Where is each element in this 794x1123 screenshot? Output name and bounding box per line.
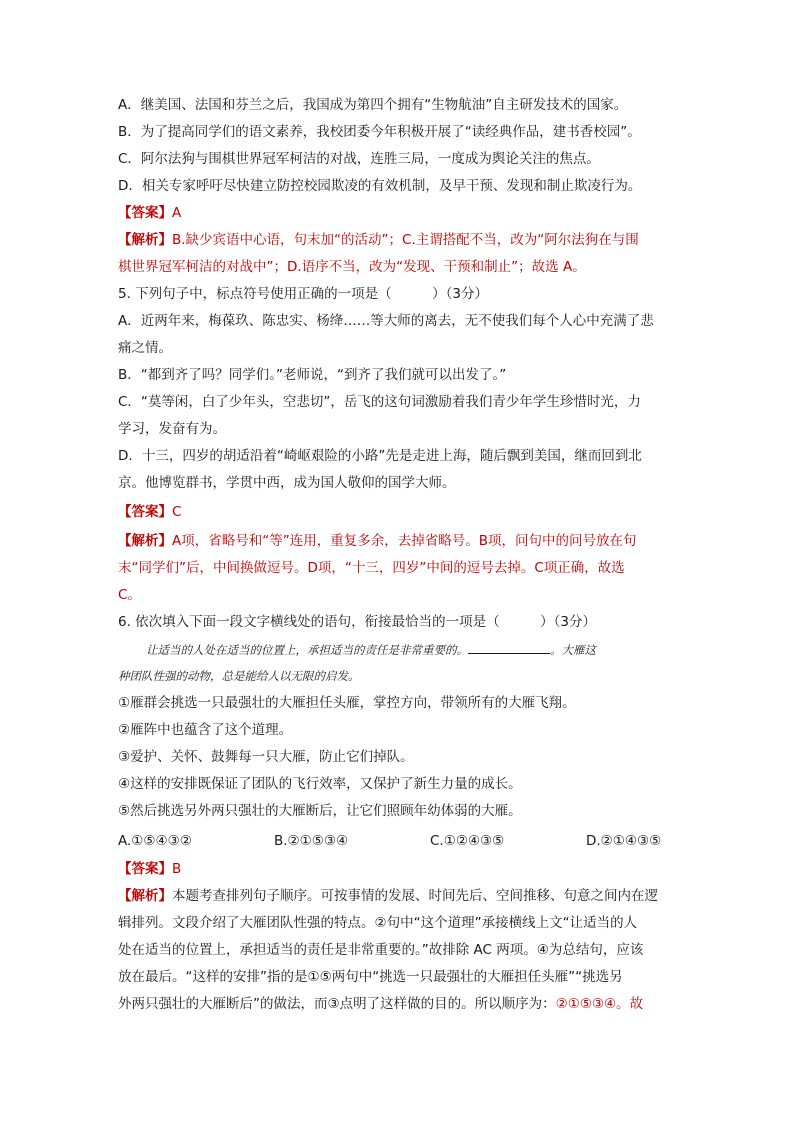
q6-choice-b: B.②①⑤③④	[274, 833, 349, 849]
q4-answer	[118, 203, 181, 223]
answer-value: B	[172, 861, 182, 877]
q4-analysis-line-2: 棋世界冠军柯洁的对战中”；D.语序不当，改为“发现、干预和制止”；故选 A。	[118, 259, 586, 275]
q6-item: ⑤然后挑选另外两只强壮的大雁断后，让它们照顾年幼体弱的大雁。	[118, 803, 522, 819]
q5-option-line: B．“都到齐了吗？同学们。”老师说，“到齐了我们就可以出发了。”	[118, 367, 507, 383]
q6-item: ②雁阵中也蕴含了这个道理。	[118, 722, 293, 738]
q4-option-c: C．阿尔法狗与围棋世界冠军柯洁的对战，连胜三局，一度成为舆论关注的焦点。	[118, 151, 600, 167]
passage-text: 。大雁这	[550, 643, 596, 657]
q5-option-line: 京。他博览群书，学贯中西，成为国人敬仰的国学大师。	[118, 475, 456, 491]
q5-analysis-line-1	[118, 531, 636, 551]
analysis-answer-order: ②①⑤③④。故	[555, 996, 644, 1012]
q4-option-a: A．继美国、法国和芬兰之后，我国成为第四个拥有“生物航油”自主研发技术的国家。	[118, 97, 628, 113]
q4-analysis-line-1	[118, 230, 639, 250]
analysis-text: B.缺少宾语中心语，句末加“的活动”；C.主谓搭配不当，改为“阿尔法狗在与围	[172, 232, 639, 248]
q6-answer	[118, 859, 181, 879]
analysis-text: 外两只强壮的大雁断后”的做法，而③点明了这样做的目的。所以顺序为：	[118, 996, 556, 1012]
answer-label: 【答案】	[118, 861, 172, 877]
q6-analysis-line-1	[118, 886, 658, 906]
q6-analysis-line-5	[118, 994, 643, 1014]
q5-answer	[118, 502, 181, 522]
q4-option-d: D．相关专家呼吁尽快建立防控校园欺凌的有效机制，及早干预、发现和制止欺凌行为。	[118, 178, 642, 194]
passage-text: 让适当的人处在适当的位置上，承担适当的责任是非常重要的。	[146, 643, 468, 657]
q6-item: ③爱护、关怀、鼓舞每一只大雁，防止它们掉队。	[118, 749, 414, 765]
analysis-text: A项，省略号和“等”连用，重复多余，去掉省略号。B项，问句中的问号放在句	[172, 533, 637, 549]
q6-passage-line-1	[146, 640, 596, 660]
q6-analysis-line-2: 辑排列。文段介绍了大雁团队性强的特点。②句中“这个道理”承接横线上文“让适当的人	[118, 915, 638, 931]
q5-option-line: C．“莫等闲，白了少年头，空悲切”，岳飞的这句词激励着我们青少年学生珍惜时光，力	[118, 394, 641, 410]
q6-item: ④这样的安排既保证了团队的飞行效率，又保护了新生力量的成长。	[118, 776, 522, 792]
analysis-label: 【解析】	[118, 888, 172, 904]
answer-value: C	[172, 504, 182, 520]
analysis-label: 【解析】	[118, 533, 172, 549]
q5-option-line: 痛之情。	[118, 340, 172, 356]
answer-label: 【答案】	[118, 205, 172, 221]
q6-choice-d: D.②①④③⑤	[586, 833, 662, 849]
q6-analysis-line-4: 放在最后。“这样的安排”指的是①⑤两句中“挑选一只最强壮的大雁担任头雁”“挑选另	[118, 969, 623, 985]
q6-stem: 6. 依次填入下面一段文字横线处的语句，衔接最恰当的一项是（ ）（3分）	[118, 614, 597, 630]
q6-choice-c: C.①②④③⑤	[430, 833, 505, 849]
q5-analysis-line-2: 末“同学们”后，中间换做逗号。D项，“十三，四岁”中间的逗号去掉。C项正确，故选	[118, 560, 625, 576]
analysis-label: 【解析】	[118, 232, 172, 248]
q6-item: ①雁群会挑选一只最强壮的大雁担任头雁，掌控方向，带领所有的大雁飞翔。	[118, 695, 576, 711]
q5-option-line: 学习，发奋有为。	[118, 421, 226, 437]
analysis-text: 本题考查排列句子顺序。可按事情的发展、时间先后、空间推移、句意之间内在逻	[172, 888, 658, 904]
answer-value: A	[172, 205, 182, 221]
fill-blank	[468, 641, 550, 654]
q5-stem: 5. 下列句子中，标点符号使用正确的一项是（ ）（3分）	[118, 286, 489, 302]
q6-passage-line-2: 种团队性强的动物，总是能给人以无限的启发。	[118, 669, 360, 683]
q6-analysis-line-3: 处在适当的位置上，承担适当的责任是非常重要的。”故排除 AC 两项。④为总结句，应该	[118, 942, 644, 958]
q6-choice-a: A.①⑤④③②	[118, 833, 192, 849]
answer-label: 【答案】	[118, 504, 172, 520]
q5-option-line: A．近两年来，梅葆玖、陈忠实、杨绛……等大师的离去，无不使我们每个人心中充满了悲	[118, 313, 654, 329]
q5-analysis-line-3: C。	[118, 587, 141, 603]
q4-option-b: B．为了提高同学们的语文素养，我校团委今年积极开展了“读经典作品，建书香校园”。	[118, 124, 641, 140]
q5-option-line: D．十三，四岁的胡适沿着“崎岖艰险的小路”先是走进上海，随后飘到美国，继而回到北	[118, 448, 642, 464]
